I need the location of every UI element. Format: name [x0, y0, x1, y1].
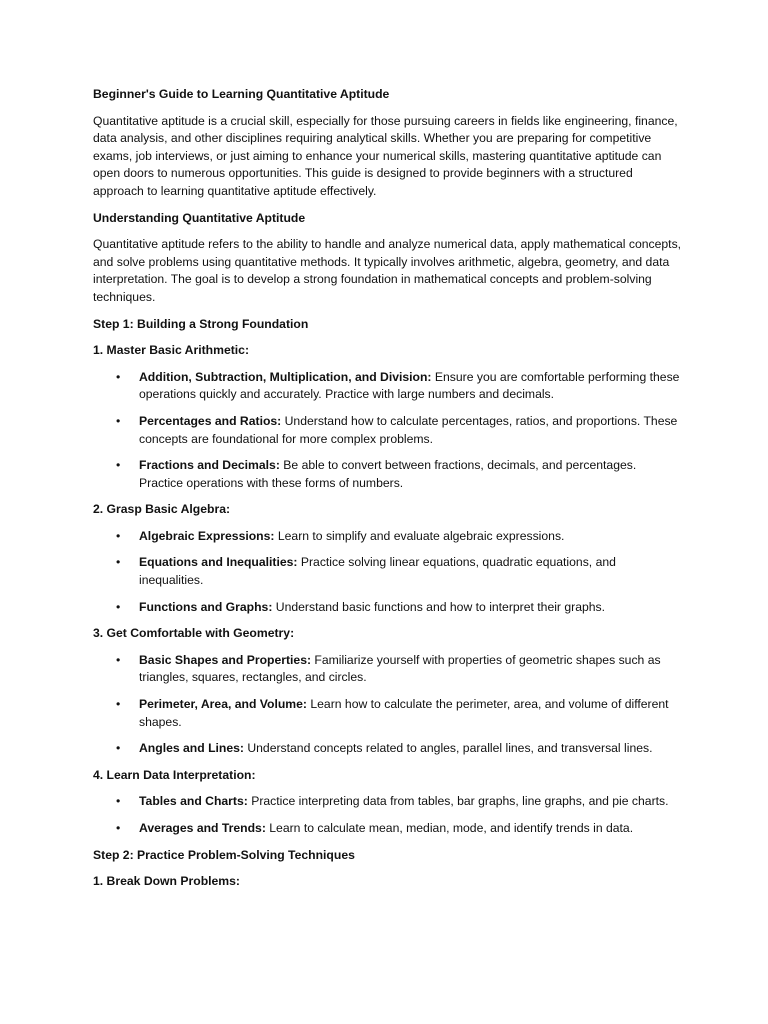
- section-heading-understanding: Understanding Quantitative Aptitude: [93, 210, 306, 225]
- item-text: Familiarize yourself with properties of geometric shapes such as triangles, squares, rectangles, and circles.: [139, 652, 661, 685]
- list-item: [93, 554, 683, 589]
- item-term: Angles and Lines:: [139, 741, 244, 756]
- algebra-list: [93, 528, 683, 616]
- understanding-paragraph: Quantitative aptitude refers to the ability to handle and analyze numerical data, apply mathematical concepts, and solve problems using quantitative methods. It typically involves arithmetic, algebra, geometry, and data interpretation. The goal is to develop a strong foundation in mathematical concepts and problem-solving techniques.: [93, 237, 682, 304]
- item-term: Functions and Graphs:: [139, 599, 273, 614]
- bullet-icon: •: [116, 697, 121, 712]
- step1-heading: Step 1: Building a Strong Foundation: [93, 316, 309, 331]
- item-term: Fractions and Decimals:: [139, 458, 280, 473]
- list-item: [93, 599, 683, 617]
- bullet-icon: •: [116, 652, 121, 667]
- bullet-icon: •: [116, 821, 121, 835]
- list-item: [93, 369, 683, 404]
- item-text: Be able to convert between fractions, decimals, and percentages. Practice operations with these forms of numbers.: [139, 458, 637, 490]
- bullet-icon: •: [116, 528, 121, 543]
- item-text: Learn how to calculate the perimeter, area, and volume of different shapes.: [139, 697, 669, 729]
- data-interpretation-heading: 4. Learn Data Interpretation:: [93, 767, 256, 782]
- item-text: Practice solving linear equations, quadratic equations, and inequalities.: [139, 555, 616, 588]
- item-term: Percentages and Ratios:: [139, 413, 282, 428]
- geometry-heading: 3. Get Comfortable with Geometry:: [93, 626, 295, 641]
- bullet-icon: •: [116, 413, 121, 428]
- data-interpretation-list: [93, 793, 683, 837]
- item-text: Understand concepts related to angles, parallel lines, and transversal lines.: [243, 741, 653, 756]
- geometry-list: [93, 652, 683, 758]
- document-title: Beginner's Guide to Learning Quantitative Aptitude: [93, 87, 390, 101]
- bullet-icon: •: [116, 369, 121, 384]
- item-term: Basic Shapes and Properties:: [139, 652, 312, 667]
- list-item: [93, 528, 683, 546]
- item-text: Learn to calculate mean, median, mode, and identify trends in data.: [265, 821, 634, 835]
- list-item: [93, 413, 683, 448]
- item-term: Tables and Charts:: [139, 794, 248, 809]
- intro-paragraph: Quantitative aptitude is a crucial skill, especially for those pursuing careers in fields like engineering, finance, data analysis, and other disciplines requiring analytical skills. Whether you are preparing for competitive exams, job interviews, or just aiming to enhance your numerical skills, mastering quantitative aptitude can open doors to numerous opportunities. This guide is designed to provide beginners with a structured approach to learning quantitative aptitude effectively.: [93, 113, 678, 198]
- item-term: Perimeter, Area, and Volume:: [139, 697, 307, 712]
- item-text: Ensure you are comfortable performing these operations quickly and accurately. Practice with large numbers and decimals.: [139, 369, 680, 402]
- break-down-problems-heading: 1. Break Down Problems:: [93, 874, 240, 889]
- step2-heading: Step 2: Practice Problem-Solving Techniques: [93, 847, 355, 862]
- list-item: [93, 457, 683, 492]
- list-item: [93, 696, 683, 731]
- item-term: Averages and Trends:: [139, 821, 266, 835]
- arithmetic-list: [93, 369, 683, 493]
- list-item: [93, 793, 683, 811]
- bullet-icon: •: [116, 458, 121, 473]
- arithmetic-heading: 1. Master Basic Arithmetic:: [93, 343, 250, 358]
- bullet-icon: •: [116, 794, 121, 809]
- bullet-icon: •: [116, 741, 121, 756]
- bullet-icon: •: [116, 599, 121, 614]
- item-term: Equations and Inequalities:: [139, 555, 298, 570]
- algebra-heading: 2. Grasp Basic Algebra:: [93, 502, 231, 517]
- item-term: Algebraic Expressions:: [139, 528, 275, 543]
- bullet-icon: •: [116, 555, 121, 570]
- document-page: [93, 86, 683, 900]
- item-text: Understand basic functions and how to interpret their graphs.: [272, 599, 606, 614]
- list-item: [93, 740, 683, 758]
- item-term: Addition, Subtraction, Multiplication, and Division:: [139, 369, 432, 384]
- item-text: Understand how to calculate percentages, ratios, and proportions. These concepts are foundational for more complex problems.: [139, 413, 678, 446]
- list-item: [93, 820, 683, 838]
- item-text: Learn to simplify and evaluate algebraic expressions.: [274, 528, 565, 543]
- item-text: Practice interpreting data from tables, bar graphs, line graphs, and pie charts.: [247, 794, 669, 809]
- list-item: [93, 652, 683, 687]
